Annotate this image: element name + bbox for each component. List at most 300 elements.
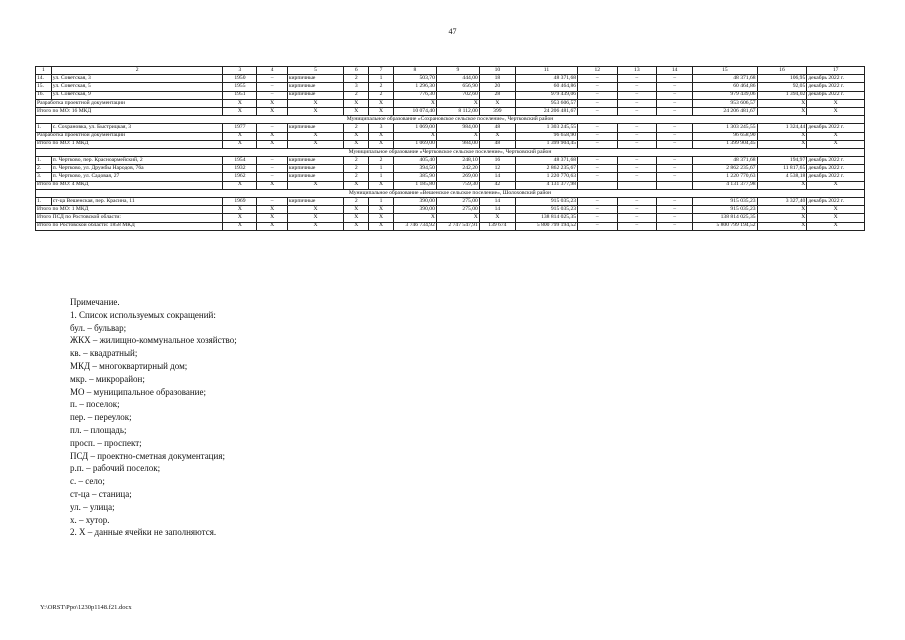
- table-cell: 1 394,02: [757, 91, 807, 99]
- table-cell: X: [223, 206, 257, 214]
- table-row: [36, 83, 865, 91]
- table-cell: –: [657, 75, 693, 83]
- summary-row: [36, 107, 865, 115]
- table-cell: X: [436, 214, 479, 222]
- table-cell: X: [807, 222, 865, 230]
- table-cell: 12: [578, 67, 618, 75]
- table-cell: 2: [344, 124, 369, 132]
- table-cell: 399: [479, 107, 515, 115]
- table-cell: 10 074,40: [393, 107, 436, 115]
- table-cell: 984,00: [436, 124, 479, 132]
- table-cell: Итого по МО: 4 МКД: [36, 181, 223, 189]
- table-cell: X: [757, 206, 807, 214]
- table-cell: 915 035,23: [515, 198, 577, 206]
- table-cell: X: [344, 107, 369, 115]
- summary-row: [36, 99, 865, 107]
- table-cell: п. Чертково, ул. Садовая, 27: [51, 173, 223, 181]
- table-cell: X: [344, 140, 369, 148]
- table-cell: 106,95: [757, 75, 807, 83]
- table-cell: с. Сохрановка, ул. Быстрицкая, 3: [51, 124, 223, 132]
- note-line: х. – хутор.: [70, 514, 110, 525]
- table-cell: 275,00: [436, 198, 479, 206]
- table-cell: X: [257, 99, 287, 107]
- table-cell: X: [287, 99, 343, 107]
- table-cell: 3: [223, 67, 257, 75]
- table-cell: 702,60: [436, 91, 479, 99]
- note-line: ПСД – проектно-сметная документация;: [70, 450, 225, 461]
- table-cell: X: [757, 140, 807, 148]
- table-cell: 96 658,90: [693, 132, 757, 140]
- table-cell: 194,97: [757, 157, 807, 165]
- table-cell: Разработка проектной документации: [36, 132, 223, 140]
- table-cell: 12: [479, 165, 515, 173]
- summary-row: [36, 132, 865, 140]
- table-cell: 11: [515, 67, 577, 75]
- table-cell: п. Чертково, ул. Дружбы Народов, 76а: [51, 165, 223, 173]
- table-row: [36, 91, 865, 99]
- table-cell: X: [757, 99, 807, 107]
- table-cell: 1955: [223, 83, 257, 91]
- table-cell: кирпичные: [287, 157, 343, 165]
- table-cell: 96 658,90: [515, 132, 577, 140]
- table-cell: X: [257, 140, 287, 148]
- table-cell: 14: [479, 173, 515, 181]
- table-cell: 15: [693, 67, 757, 75]
- table-cell: –: [617, 99, 657, 107]
- table-cell: 1977: [223, 124, 257, 132]
- table-cell: Итого по Ростовской области: 1858 МКД: [36, 222, 223, 230]
- table-cell: –: [657, 198, 693, 206]
- table-cell: 3.: [36, 173, 52, 181]
- table-cell: 242,20: [436, 165, 479, 173]
- table-cell: –: [257, 75, 287, 83]
- page-number: 47: [448, 27, 457, 36]
- table-cell: декабрь 2022 г.: [807, 173, 865, 181]
- table-cell: 915 035,23: [693, 206, 757, 214]
- table-cell: 48 371,68: [693, 75, 757, 83]
- table-cell: X: [344, 214, 369, 222]
- table-cell: –: [657, 124, 693, 132]
- table-cell: 1: [369, 173, 394, 181]
- table-cell: 1 220 770,63: [693, 173, 757, 181]
- table-cell: 275,00: [436, 206, 479, 214]
- table-cell: –: [578, 165, 618, 173]
- table-cell: декабрь 2022 г.: [807, 83, 865, 91]
- table-body: [36, 67, 865, 231]
- note-line: 2. X – данные ячейки не заполняются.: [70, 527, 217, 538]
- table-cell: [578, 181, 618, 189]
- table-cell: 17: [807, 67, 865, 75]
- table-cell: 60 464,86: [693, 83, 757, 91]
- table-cell: X: [369, 99, 394, 107]
- table-cell: 984,00: [436, 140, 479, 148]
- table-cell: X: [807, 107, 865, 115]
- table-cell: X: [344, 222, 369, 230]
- table-row: [36, 165, 865, 173]
- note: [70, 296, 237, 539]
- table-cell: X: [369, 214, 394, 222]
- table-cell: –: [578, 124, 618, 132]
- table-cell: декабрь 2022 г.: [807, 124, 865, 132]
- table-cell: 2: [369, 157, 394, 165]
- table-cell: 9: [436, 67, 479, 75]
- table-cell: 8 112,00: [436, 107, 479, 115]
- table-cell: 1: [369, 198, 394, 206]
- table-cell: 1951: [223, 91, 257, 99]
- table-cell: –: [578, 198, 618, 206]
- table-cell: X: [807, 132, 865, 140]
- table-cell: 48: [479, 140, 515, 148]
- table-cell: X: [257, 214, 287, 222]
- table-cell: 18: [479, 75, 515, 83]
- table-cell: 48 371,68: [515, 75, 577, 83]
- table-cell: 1932: [223, 165, 257, 173]
- table-cell: 1 324,44: [757, 124, 807, 132]
- table-cell: 4: [257, 67, 287, 75]
- table-cell: ст-ца Вешенская, пер. Красина, 11: [51, 198, 223, 206]
- table-cell: X: [393, 214, 436, 222]
- table-cell: декабрь 2022 г.: [807, 157, 865, 165]
- table-cell: –: [578, 83, 618, 91]
- table-cell: 6: [344, 67, 369, 75]
- table-cell: 1954: [223, 157, 257, 165]
- table-cell: X: [757, 107, 807, 115]
- table-cell: 1 399 904,45: [693, 140, 757, 148]
- table-cell: X: [344, 206, 369, 214]
- note-line: р.п. – рабочий поселок;: [70, 463, 161, 474]
- table-cell: ул. Советская, 3: [51, 75, 223, 83]
- table-cell: 16.: [36, 91, 52, 99]
- table-cell: Итого ПСД по Ростовской области:: [36, 214, 223, 222]
- table-cell: 394,50: [393, 165, 436, 173]
- table-cell: –: [257, 83, 287, 91]
- table-cell: 2: [344, 198, 369, 206]
- table-cell: –: [257, 91, 287, 99]
- section-row: [36, 148, 865, 156]
- table-cell: X: [479, 214, 515, 222]
- table-cell: 776,30: [393, 91, 436, 99]
- table-cell: 14: [657, 67, 693, 75]
- note-line: бул. – бульвар;: [70, 322, 127, 333]
- table-cell: 3 746 734,92: [393, 222, 436, 230]
- table-cell: 2: [344, 173, 369, 181]
- table-cell: X: [436, 132, 479, 140]
- table-cell: –: [617, 83, 657, 91]
- table-cell: 139 674: [479, 222, 515, 230]
- table-cell: 3 327,40: [757, 198, 807, 206]
- table-cell: 28: [479, 91, 515, 99]
- table-cell: 2: [344, 165, 369, 173]
- table-cell: 14: [479, 206, 515, 214]
- table-cell: 979 439,06: [515, 91, 577, 99]
- table-cell: –: [617, 107, 657, 115]
- note-title: Примечание.: [70, 297, 120, 307]
- table-cell: –: [257, 124, 287, 132]
- table-cell: X: [807, 214, 865, 222]
- table-cell: X: [344, 99, 369, 107]
- table-cell: –: [657, 140, 693, 148]
- table-cell: X: [369, 181, 394, 189]
- table-cell: –: [578, 140, 618, 148]
- table-cell: X: [257, 181, 287, 189]
- table-cell: 444,00: [436, 75, 479, 83]
- table-cell: –: [657, 107, 693, 115]
- table-cell: X: [257, 206, 287, 214]
- table-cell: X: [257, 107, 287, 115]
- note-line: мкр. – микрорайон;: [70, 373, 145, 384]
- table-cell: 1.: [36, 124, 52, 132]
- table-cell: 1 399 904,45: [515, 140, 577, 148]
- table-cell: X: [287, 206, 343, 214]
- table-cell: 1 220 770,63: [515, 173, 577, 181]
- table-cell: X: [344, 181, 369, 189]
- note-line: ЖКХ – жилищно-коммунальное хозяйство;: [70, 335, 237, 346]
- table-cell: –: [617, 124, 657, 132]
- table-cell: 14: [479, 198, 515, 206]
- table-cell: X: [369, 206, 394, 214]
- table-cell: X: [479, 99, 515, 107]
- abbreviation-list: [70, 309, 237, 539]
- table-cell: 4 538,18: [757, 173, 807, 181]
- table-cell: X: [287, 140, 343, 148]
- table-cell: –: [578, 222, 618, 230]
- table-cell: –: [578, 157, 618, 165]
- table-cell: 248,10: [436, 157, 479, 165]
- table-cell: X: [369, 132, 394, 140]
- table-cell: 13: [617, 67, 657, 75]
- table-cell: X: [223, 222, 257, 230]
- table-cell: 2 747 547,91: [436, 222, 479, 230]
- table-cell: X: [287, 214, 343, 222]
- table-cell: X: [436, 99, 479, 107]
- table-cell: –: [617, 214, 657, 222]
- section-row: [36, 189, 865, 197]
- table-cell: 1969: [223, 198, 257, 206]
- table-cell: 1 296,30: [393, 83, 436, 91]
- table-cell: 24 206 481,67: [693, 107, 757, 115]
- table-cell: 1962: [223, 173, 257, 181]
- table-cell: –: [657, 206, 693, 214]
- note-line: просп. – проспект;: [70, 437, 142, 448]
- table-cell: 48 371,68: [693, 157, 757, 165]
- table-cell: Итого по МО: 1 МКД: [36, 206, 223, 214]
- table-cell: 48: [479, 124, 515, 132]
- table-cell: –: [657, 173, 693, 181]
- table-row: [36, 198, 865, 206]
- table-cell: X: [757, 181, 807, 189]
- note-line: п. – поселок;: [70, 399, 120, 410]
- table-cell: 915 035,23: [515, 206, 577, 214]
- note-line: пер. – переулок;: [70, 412, 132, 423]
- table-cell: кирпичные: [287, 75, 343, 83]
- buildings-table: [35, 66, 865, 231]
- table-cell: 759,30: [436, 181, 479, 189]
- summary-row: [36, 214, 865, 222]
- table-cell: X: [479, 132, 515, 140]
- table-cell: 7: [369, 67, 394, 75]
- table-cell: 656,90: [436, 83, 479, 91]
- table-cell: декабрь 2022 г.: [807, 198, 865, 206]
- table-cell: декабрь 2022 г.: [807, 91, 865, 99]
- table-cell: 2: [344, 75, 369, 83]
- table-cell: 915 035,23: [693, 198, 757, 206]
- table-cell: 1 069,00: [393, 140, 436, 148]
- table-cell: X: [369, 107, 394, 115]
- table-cell: X: [807, 206, 865, 214]
- table-cell: декабрь 2022 г.: [807, 165, 865, 173]
- table-cell: 1: [369, 165, 394, 173]
- table-cell: 1 185,80: [393, 181, 436, 189]
- table-cell: –: [617, 75, 657, 83]
- table-cell: X: [757, 222, 807, 230]
- table-cell: 979 439,06: [693, 91, 757, 99]
- table-cell: X: [223, 140, 257, 148]
- table-cell: 16: [757, 67, 807, 75]
- note-line: ул. – улица;: [70, 501, 115, 512]
- table-cell: –: [657, 91, 693, 99]
- table-cell: –: [578, 173, 618, 181]
- summary-row: [36, 206, 865, 214]
- table-cell: X: [807, 181, 865, 189]
- table-cell: Разработка проектной документации: [36, 99, 223, 107]
- table-cell: –: [657, 165, 693, 173]
- file-path-footer: Y:\ORST\Ppo\1230p1148.f21.docx: [40, 604, 132, 611]
- table-cell: –: [617, 206, 657, 214]
- note-line: МКД – многоквартирный дом;: [70, 360, 188, 371]
- table-cell: –: [257, 157, 287, 165]
- note-line: ст-ца – станица;: [70, 488, 132, 499]
- table-cell: кирпичные: [287, 165, 343, 173]
- table-cell: п. Чертково, пер. Красноармейский, 2: [51, 157, 223, 165]
- table-cell: 14.: [36, 75, 52, 83]
- note-line: 1. Список используемых сокращений:: [70, 309, 216, 320]
- note-line: кв. – квадратный;: [70, 348, 138, 359]
- table-cell: 2: [344, 91, 369, 99]
- table-cell: X: [257, 222, 287, 230]
- table-cell: X: [807, 99, 865, 107]
- table-cell: Итого по МО: 1 МКД: [36, 140, 223, 148]
- table-cell: X: [287, 181, 343, 189]
- table-cell: –: [617, 198, 657, 206]
- table-cell: –: [578, 107, 618, 115]
- table-cell: –: [617, 157, 657, 165]
- table-cell: 5 800 799 194,52: [693, 222, 757, 230]
- table-cell: ул. Советская, 9: [51, 91, 223, 99]
- table-row: [36, 75, 865, 83]
- table-cell: 11 817,65: [757, 165, 807, 173]
- table-cell: –: [257, 165, 287, 173]
- table-cell: –: [578, 75, 618, 83]
- table-cell: –: [257, 198, 287, 206]
- table-cell: 5: [287, 67, 343, 75]
- table-cell: –: [617, 140, 657, 148]
- table-cell: 953 606,57: [693, 99, 757, 107]
- table-cell: 10: [479, 67, 515, 75]
- table-cell: X: [287, 107, 343, 115]
- table-cell: –: [657, 132, 693, 140]
- table-cell: –: [657, 214, 693, 222]
- table-cell: X: [807, 140, 865, 148]
- table-cell: –: [578, 214, 618, 222]
- table-cell: X: [223, 107, 257, 115]
- header-row: [36, 67, 865, 75]
- table-cell: 42: [479, 181, 515, 189]
- table-cell: X: [344, 132, 369, 140]
- table-cell: 2: [51, 67, 223, 75]
- table-cell: 15.: [36, 83, 52, 91]
- table-cell: 390,00: [393, 206, 436, 214]
- table-cell: кирпичные: [287, 198, 343, 206]
- table-cell: 24 206 481,67: [515, 107, 577, 115]
- table-cell: 16: [479, 157, 515, 165]
- table-cell: ул. Советская, 5: [51, 83, 223, 91]
- table-cell: X: [369, 222, 394, 230]
- table-cell: –: [617, 132, 657, 140]
- note-line: МО – муниципальное образование;: [70, 386, 206, 397]
- table-cell: 4 131 377,98: [515, 181, 577, 189]
- table-cell: 1.: [36, 157, 52, 165]
- table-cell: Муниципальное образование «Чертковское сельское поселение», Чертковский район: [36, 148, 865, 156]
- table-cell: 5 800 799 194,52: [515, 222, 577, 230]
- table-cell: 60 464,86: [515, 83, 577, 91]
- table-cell: Муниципальное образование «Вешенское сельское поселение», Шолоховский район: [36, 189, 865, 197]
- table-cell: 1 069,00: [393, 124, 436, 132]
- table-cell: 1: [369, 75, 394, 83]
- table-cell: X: [223, 214, 257, 222]
- table-cell: 20: [479, 83, 515, 91]
- table-cell: 1 303 245,55: [515, 124, 577, 132]
- table-cell: –: [657, 83, 693, 91]
- table-cell: 48 371,68: [515, 157, 577, 165]
- table-cell: 2.: [36, 165, 52, 173]
- table-cell: 4 131 377,98: [693, 181, 757, 189]
- table-cell: –: [578, 91, 618, 99]
- table-cell: Итого по МО: 16 МКД: [36, 107, 223, 115]
- table-cell: –: [617, 165, 657, 173]
- table-cell: X: [223, 99, 257, 107]
- table-cell: –: [657, 157, 693, 165]
- table-cell: 953 606,57: [515, 99, 577, 107]
- table-cell: 2: [369, 83, 394, 91]
- table-cell: X: [393, 132, 436, 140]
- table-cell: –: [617, 222, 657, 230]
- table-cell: 390,00: [393, 198, 436, 206]
- section-row: [36, 116, 865, 124]
- table-row: [36, 124, 865, 132]
- table-cell: Муниципальное образование «Сохрановское сельское поселение», Чертковский район: [36, 116, 865, 124]
- table-cell: 2 862 235,67: [515, 165, 577, 173]
- table-cell: 8: [393, 67, 436, 75]
- table-cell: 3: [369, 124, 394, 132]
- table-cell: кирпичные: [287, 124, 343, 132]
- table-cell: X: [257, 132, 287, 140]
- table-cell: кирпичные: [287, 173, 343, 181]
- table-cell: 2: [369, 91, 394, 99]
- note-line: пл. – площадь;: [70, 424, 127, 435]
- table-cell: –: [617, 91, 657, 99]
- table-cell: 138 814 025,35: [515, 214, 577, 222]
- table-cell: 503,70: [393, 75, 436, 83]
- table-cell: кирпичные: [287, 91, 343, 99]
- table-cell: 269,00: [436, 173, 479, 181]
- table-cell: X: [223, 181, 257, 189]
- table-row: [36, 157, 865, 165]
- table-cell: X: [287, 222, 343, 230]
- table-cell: –: [578, 99, 618, 107]
- summary-row: [36, 222, 865, 230]
- table-cell: 385,90: [393, 173, 436, 181]
- table-cell: [657, 181, 693, 189]
